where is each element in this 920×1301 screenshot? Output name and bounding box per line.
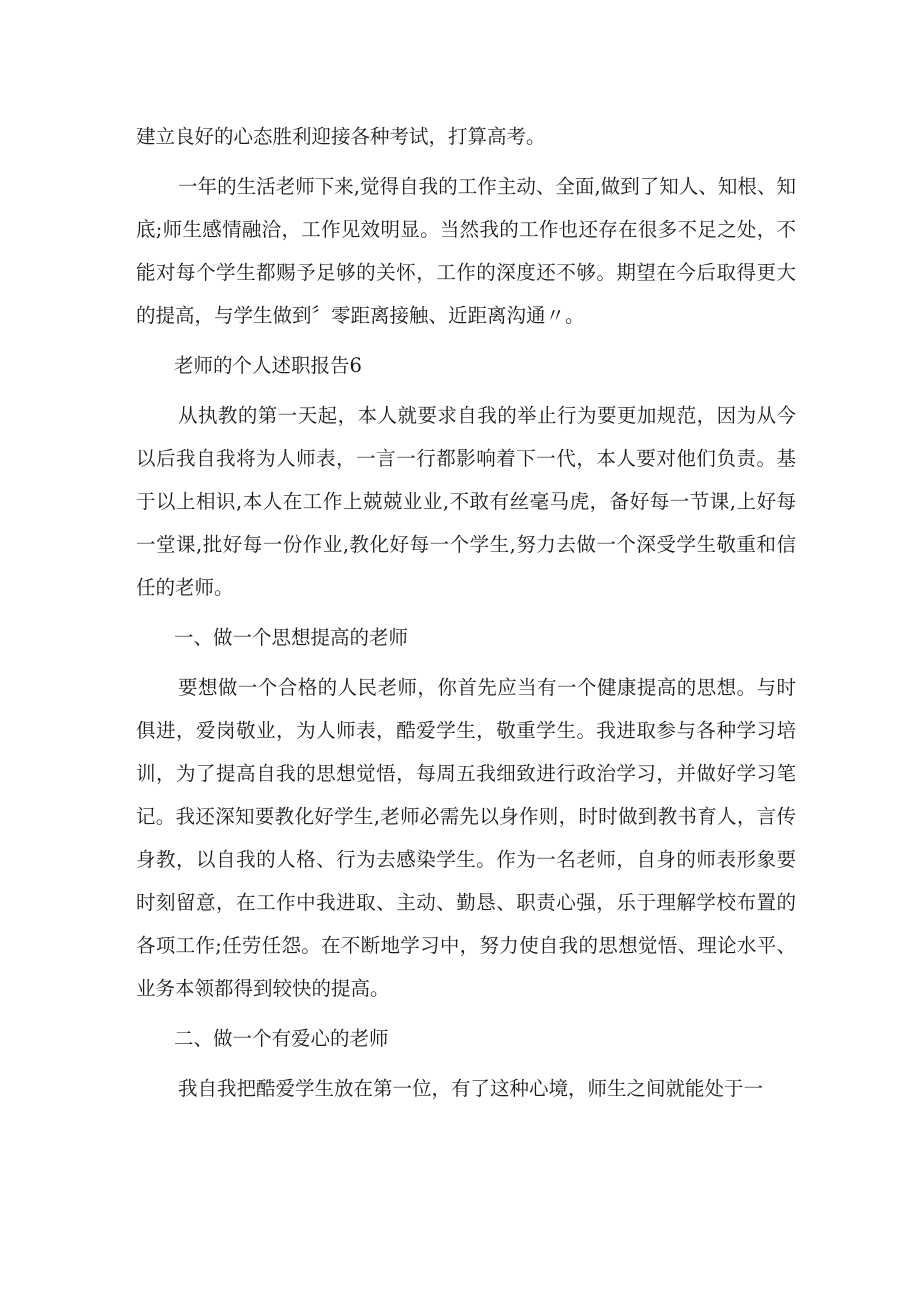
paragraph-introduction: 从执教的第一天起，本人就要求自我的举止行为要更加规范，因为从今以后我自我将为人师表，一言一行都影响着下一代，本人要对他们负责。基于以上相识,本人在工作上兢兢业业,不敢有丝毫马虎，备好每一节课,上好每一堂课,批好每一份作业,教化好每一个学生,努力去做一个深受学生敬重和信任的老师。	[136, 404, 796, 599]
paragraph-love-students: 我自我把酷爱学生放在第一位，有了这种心境，师生之间就能处于一	[178, 1077, 764, 1100]
paragraph-continuation: 建立良好的心态胜利迎接各种考试，打算高考。	[136, 125, 546, 148]
section-title-report-6: 老师的个人述职报告6	[174, 354, 362, 377]
document-body	[136, 115, 796, 1117]
section-heading-2: 二、做一个有爱心的老师	[174, 1027, 389, 1050]
paragraph-work-summary: 一年的生活老师下来,觉得自我的工作主动、全面,做到了知人、知根、知底;师生感情融洽，工作见效明显。当然我的工作也还存在很多不足之处，不能对每个学生都赐予足够的关怀，工作的深度还不够。期望在今后取得更大的提高，与学生做到〞零距离接触、近距离沟通〃。	[136, 175, 796, 327]
paragraph-ideology: 要想做一个合格的人民老师，你首先应当有一个健康提高的思想。与时俱进，爱岗敬业，为人师表，酷爱学生，敬重学生。我进取参与各种学习培训，为了提高自我的思想觉悟，每周五我细致进行政治学习，并做好学习笔记。我还深知要教化好学生,老师必需先以身作则，时时做到教书育人，言传身教，以自我的人格、行为去感染学生。作为一名老师，自身的师表形象要时刻留意，在工作中我进取、主动、勤恳、职责心强，乐于理解学校布置的各项工作;任劳任怨。在不断地学习中，努力使自我的思想觉悟、理论水平、业务本领都得到较快的提高。	[136, 676, 796, 1000]
section-heading-1: 一、做一个思想提高的老师	[174, 626, 409, 649]
